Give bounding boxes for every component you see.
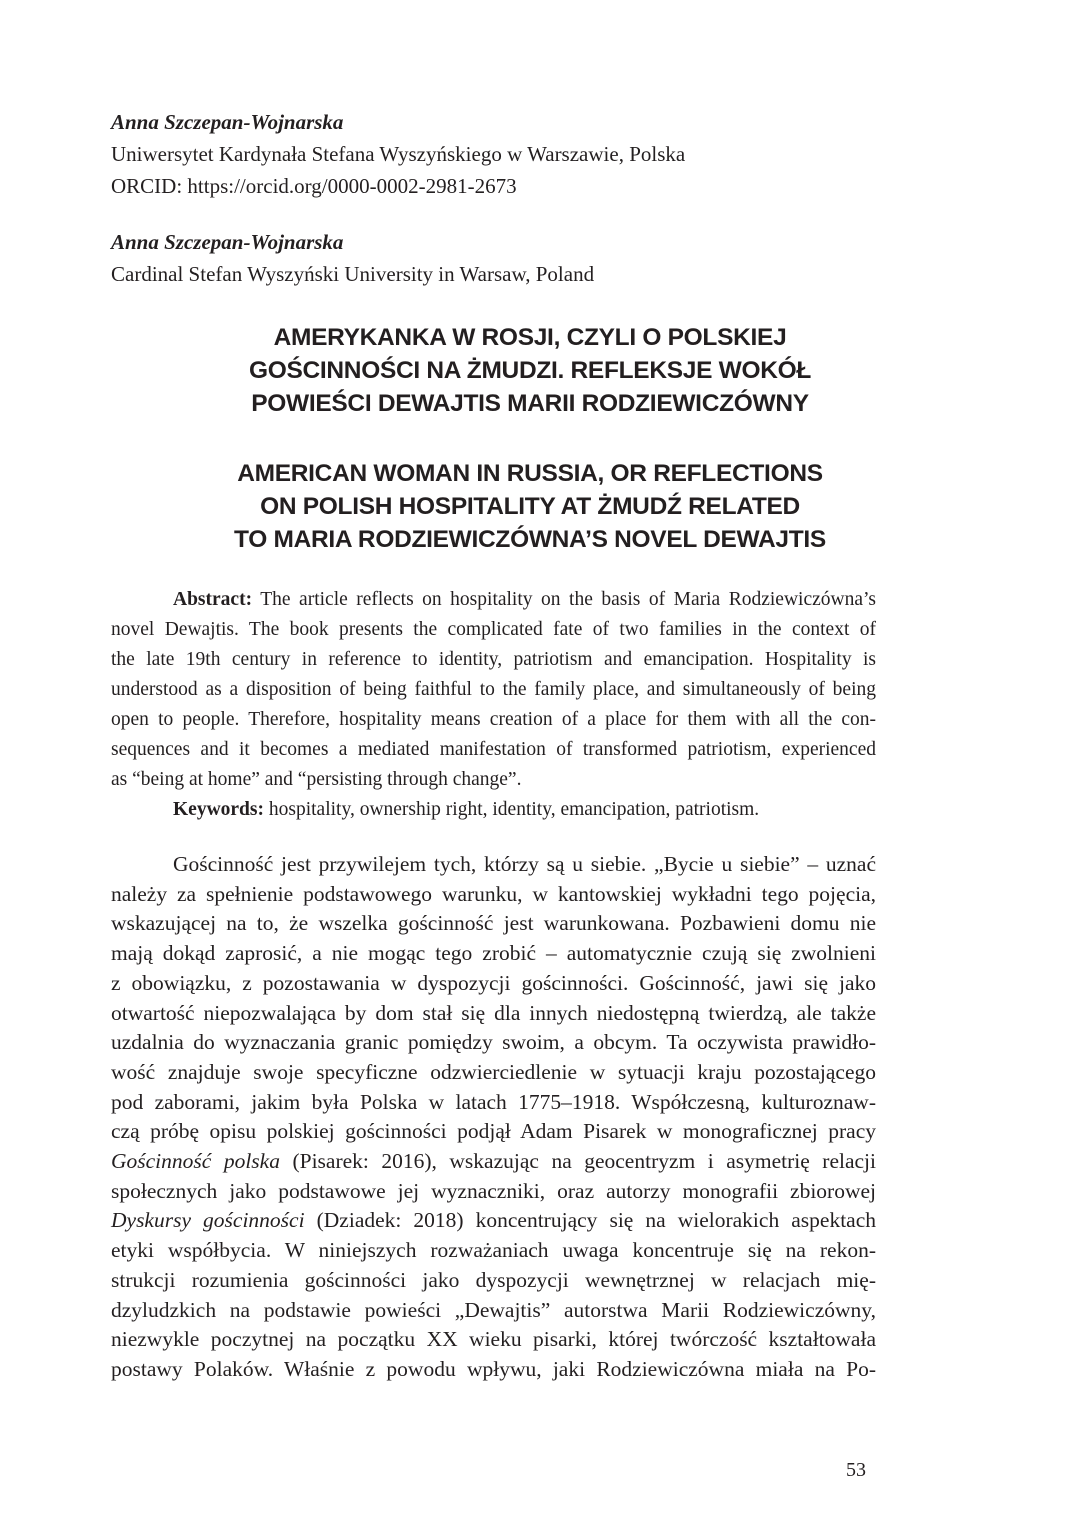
abstract-line: understood as a disposition of being faithful to the family place, and simultaneously of being [111, 679, 876, 700]
body-line: czą próbę opisu polskiej gościnności podjął Adam Pisarek w monograficznej pracy [111, 1119, 876, 1144]
author-name: Anna Szczepan-Wojnarska [111, 110, 344, 134]
body-line: niezwykle poczytnej na początku XX wieku pisarki, której twórczość kształtowała [111, 1327, 876, 1352]
title-line: GOŚCINNOŚCI NA ŻMUDZI. REFLEKSJE WOKÓŁ [248, 357, 812, 384]
body-line: uzdalnia do wyznaczania granic pomiędzy swoim, a obcym. Ta oczywista prawidło- [111, 1030, 876, 1055]
title-line: POWIEŚCI DEWAJTIS MARII RODZIEWICZÓWNY [251, 390, 809, 417]
body-line: mają dokąd zaprosić, a nie mogąc tego zrobić – automatycznie czują się zwolnieni [111, 941, 876, 966]
body-line: dzyludzkich na podstawie powieści „Dewajtis” autorstwa Marii Rodziewiczówny, [111, 1297, 876, 1322]
body-line: Gościnność jest przywilejem tych, którzy są u siebie. „Bycie u siebie” – uznać [173, 852, 876, 876]
keywords-label: Keywords: [173, 799, 264, 820]
body-line: społecznych jako podstawowe jej wyznaczniki, oraz autorzy monografii zbiorowej [111, 1178, 876, 1203]
affiliation-polish [111, 106, 876, 202]
orcid: ORCID: https://orcid.org/0000-0002-2981-2673 [111, 174, 517, 198]
body-line: otwartość niepozwalająca by dom stał się dla innych niedostępną twierdzą, ale także [111, 1000, 876, 1025]
title-english [100, 457, 960, 556]
body-line: etyki współbycia. W niniejszych rozważaniach uwaga koncentruje się na rekon- [111, 1238, 876, 1263]
body-line: postawy Polaków. Właśnie z powodu wpływu, jaki Rodziewiczówna miała na Po- [111, 1356, 876, 1381]
title-polish [100, 321, 960, 420]
body-line: z obowiązku, z pozostawania w dyspozycji gościnności. Gościnność, jawi się jako [111, 970, 876, 995]
body-line: wość znajduje swoje specyficzne odzwierciedlenie w sytuacji kraju pozostającego [111, 1059, 876, 1084]
abstract-line: as “being at home” and “persisting through change”. [111, 769, 522, 790]
abstract-line: Abstract: The article reflects on hospitality on the basis of Maria Rodziewiczówna’s [173, 589, 876, 610]
title-line: AMERYKANKA W ROSJI, CZYLI O POLSKIEJ [273, 324, 787, 351]
institution: Uniwersytet Kardynała Stefana Wyszyńskiego w Warszawie, Polska [111, 142, 686, 166]
book-title: Gościnność polska [111, 1149, 280, 1174]
body-line: Dyskursy gościnności (Dziadek: 2018) koncentrujący się na wielorakich aspektach [111, 1208, 876, 1233]
book-title: Dyskursy gościnności [111, 1208, 305, 1233]
body-line: wskazującej na to, że wszelka gościnność jest warunkowana. Pozbawieni domu nie [111, 911, 876, 936]
abstract-line: open to people. Therefore, hospitality means creation of a place for them with all the con- [111, 709, 876, 730]
abstract-label: Abstract: [173, 589, 253, 610]
institution: Cardinal Stefan Wyszyński University in Warsaw, Poland [111, 262, 595, 286]
abstract-line: the late 19th century in reference to identity, patriotism and emancipation. Hospitality is [111, 649, 876, 670]
title-line: AMERICAN WOMAN IN RUSSIA, OR REFLECTIONS [237, 460, 823, 487]
abstract-line: novel Dewajtis. The book presents the complicated fate of two families in the context of [111, 619, 876, 640]
body-line: pod zaborami, jakim była Polska w latach 1775–1918. Współczesną, kulturoznaw- [111, 1089, 876, 1114]
affiliation-english [111, 226, 876, 290]
body-line: należy za spełnienie podstawowego warunku, w kantowskiej wykładni tego pojęcia, [111, 881, 876, 906]
abstract [111, 585, 876, 825]
body-line: strukcji rozumienia gościnności jako dyspozycji wewnętrznej w relacjach mię- [111, 1267, 876, 1292]
title-line: ON POLISH HOSPITALITY AT ŻMUDŹ RELATED [260, 493, 800, 520]
abstract-line: sequences and it becomes a mediated manifestation of transformed patriotism, experienced [111, 739, 876, 760]
title-line: TO MARIA RODZIEWICZÓWNA’S NOVEL DEWAJTIS [234, 526, 826, 553]
keywords: Keywords: hospitality, ownership right, identity, emancipation, patriotism. [173, 799, 760, 820]
body-text [111, 850, 876, 1385]
page-number: 53 [846, 1459, 866, 1481]
author-name: Anna Szczepan-Wojnarska [111, 230, 344, 254]
body-line: Gościnność polska (Pisarek: 2016), wskazując na geocentryzm i asymetrię relacji [111, 1149, 877, 1174]
